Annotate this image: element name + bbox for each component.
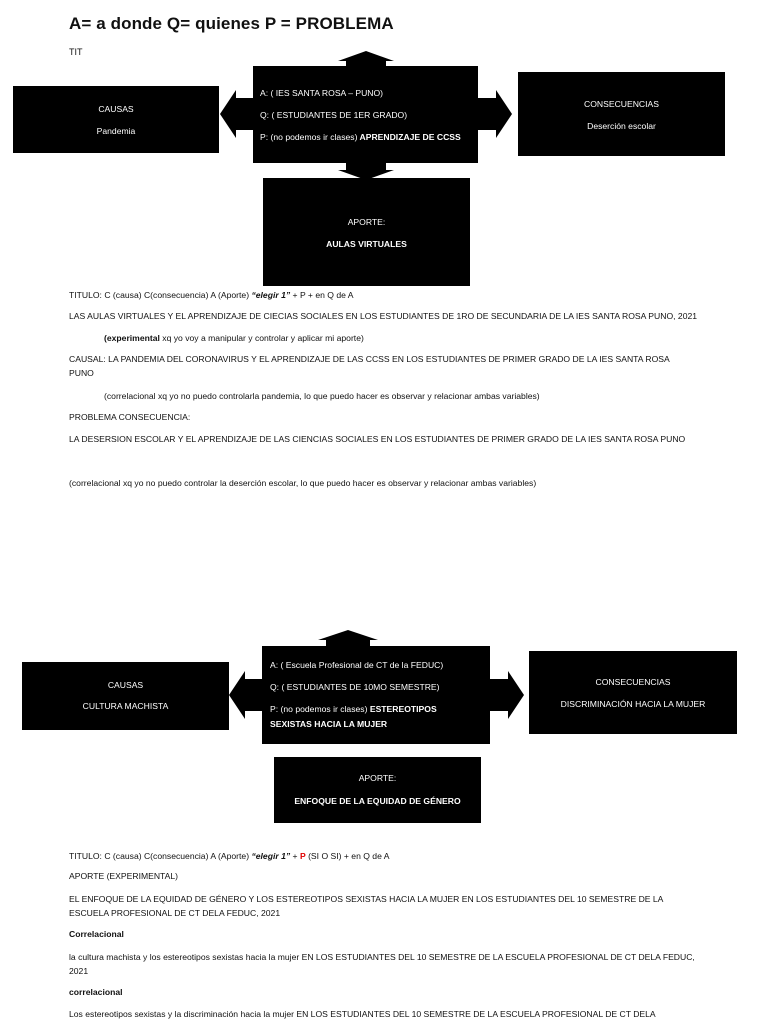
titulo-suffix-1: + P + en Q de A bbox=[290, 290, 354, 300]
causas-box-2 bbox=[22, 662, 229, 730]
center-a-1: A: ( IES SANTA ROSA – PUNO) bbox=[260, 88, 384, 98]
center-p-2 bbox=[270, 704, 437, 714]
aporte-box-1 bbox=[263, 178, 470, 286]
center-q-1: Q: ( ESTUDIANTES DE 1ER GRADO) bbox=[260, 110, 408, 120]
aporte-value-1: AULAS VIRTUALES bbox=[326, 239, 407, 249]
titulo-p-red: P bbox=[299, 851, 306, 861]
p-prefix: P: bbox=[260, 132, 271, 142]
consecuencias-title-1: CONSECUENCIAS bbox=[584, 99, 659, 109]
problema-consecuencia: PROBLEMA CONSECUENCIA: bbox=[69, 412, 191, 422]
desersion-line: LA DESERSION ESCOLAR Y EL APRENDIZAJE DE LAS CIENCIAS SOCIALES EN LOS ESTUDIANTES DE PRIMER GRADO DE LA IES SANTA ROSA PUNO bbox=[69, 434, 686, 444]
causas-value-1: Pandemia bbox=[96, 126, 136, 136]
causas-value-2: CULTURA MACHISTA bbox=[82, 701, 169, 711]
center-p2-cont: SEXISTAS HACIA LA MUJER bbox=[270, 719, 388, 729]
titulo-elegir-2: “elegir 1” bbox=[251, 851, 291, 861]
experimental-line bbox=[104, 331, 364, 345]
aporte-title-2: APORTE: bbox=[358, 773, 397, 783]
center-box-1 bbox=[253, 66, 478, 163]
titulo-suffix-2: (SI O SI) + en Q de A bbox=[305, 851, 390, 861]
titulo-elegir-1: “elegir 1” bbox=[251, 290, 291, 300]
consecuencias-box-1 bbox=[518, 72, 725, 156]
p2-bold-a: (no podemos ir clases) bbox=[280, 704, 368, 714]
correlacional-label-1: Correlacional bbox=[69, 929, 124, 939]
correlacional-line-2: (correlacional xq yo no puedo controlar la deserción escolar, lo que puedo hacer es observar y relacionar ambas variables) bbox=[69, 478, 537, 488]
p2-prefix: P: bbox=[270, 704, 281, 714]
up-arrow-1 bbox=[338, 51, 394, 66]
page-heading: A= a donde Q= quienes P = PROBLEMA bbox=[69, 14, 394, 33]
aporte-value-2: ENFOQUE DE LA EQUIDAD DE GÉNERO bbox=[294, 796, 461, 806]
aporte-experimental: APORTE (EXPERIMENTAL) bbox=[69, 871, 179, 881]
causal-line: CAUSAL: LA PANDEMIA DEL CORONAVIRUS Y EL APRENDIZAJE DE LAS CCSS EN LOS ESTUDIANTES DE PRIMER GRADO DE LA IES SANTA ROSA PUNO bbox=[69, 354, 670, 378]
aporte-box-2 bbox=[274, 757, 481, 823]
titulo-prefix-2: TITULO: C (causa) C(consecuencia) A (Aporte) bbox=[69, 851, 252, 861]
center-q-2: Q: ( ESTUDIANTES DE 10MO SEMESTRE) bbox=[270, 682, 440, 692]
right-arrow-2 bbox=[490, 671, 524, 719]
consecuencias-box-2 bbox=[529, 651, 737, 734]
causas-title-1: CAUSAS bbox=[98, 104, 134, 114]
correlacional-label-2: correlacional bbox=[69, 987, 123, 997]
consecuencias-value-2: DISCRIMINACIÓN HACIA LA MUJER bbox=[560, 699, 706, 709]
experimental-rest: xq yo voy a manipular y controlar y aplicar mi aporte) bbox=[159, 333, 364, 343]
tit-label: TIT bbox=[69, 47, 83, 57]
center-a-2: A: ( Escuela Profesional de CT de la FEDUC) bbox=[270, 660, 444, 670]
center-p-1 bbox=[260, 132, 461, 142]
titulo-prefix-1: TITULO: C (causa) C(consecuencia) A (Aporte) bbox=[69, 290, 252, 300]
p2-bold-b: ESTEREOTIPOS bbox=[367, 704, 437, 714]
p-bold-a: (no podemos ir clases) bbox=[270, 132, 358, 142]
enfoque-line: EL ENFOQUE DE LA EQUIDAD DE GÉNERO Y LOS ESTEREOTIPOS SEXISTAS HACIA LA MUJER EN LOS ESTUDIANTES DEL 10 SEMESTRE DE LA ESCUELA PROFESIONAL DE CT DELA FEDUC, 2021 bbox=[69, 894, 663, 918]
titulo-plus-2: + bbox=[290, 851, 300, 861]
causas-title-2: CAUSAS bbox=[107, 680, 144, 690]
up-arrow-2 bbox=[318, 630, 378, 646]
cultura-line: la cultura machista y los estereotipos sexistas hacia la mujer EN LOS ESTUDIANTES DEL 10 SEMESTRE DE LA ESCUELA PROFESIONAL DE CT DELA FEDUC, 2021 bbox=[69, 952, 695, 976]
right-arrow-1 bbox=[478, 90, 512, 138]
left-arrow-1 bbox=[220, 90, 253, 138]
causas-box-1 bbox=[13, 86, 219, 153]
center-box-2 bbox=[262, 646, 490, 744]
consecuencias-value-1: Deserción escolar bbox=[587, 121, 656, 131]
left-arrow-2 bbox=[229, 671, 262, 719]
titulo-line-1 bbox=[69, 288, 354, 302]
titulo-line-2 bbox=[69, 849, 390, 863]
consecuencias-title-2: CONSECUENCIAS bbox=[595, 677, 671, 687]
estereotipos-line: Los estereotipos sexistas y la discriminación hacia la mujer EN LOS ESTUDIANTES DEL 10 SEMESTRE DE LA ESCUELA PROFESIONAL DE CT DELA bbox=[69, 1009, 656, 1019]
experimental-bold: (experimental bbox=[104, 333, 160, 343]
correlacional-line-1: (correlacional xq yo no puedo controlarla pandemia, lo que puedo hacer es observar y relacionar ambas variables) bbox=[104, 391, 540, 401]
p-bold-b: APRENDIZAJE DE CCSS bbox=[357, 132, 461, 142]
aulas-line: LAS AULAS VIRTUALES Y EL APRENDIZAJE DE CIECIAS SOCIALES EN LOS ESTUDIANTES DE 1RO DE SECUNDARIA DE LA IES SANTA ROSA PUNO, 2021 bbox=[69, 311, 698, 321]
aporte-title-1: APORTE: bbox=[347, 217, 386, 227]
